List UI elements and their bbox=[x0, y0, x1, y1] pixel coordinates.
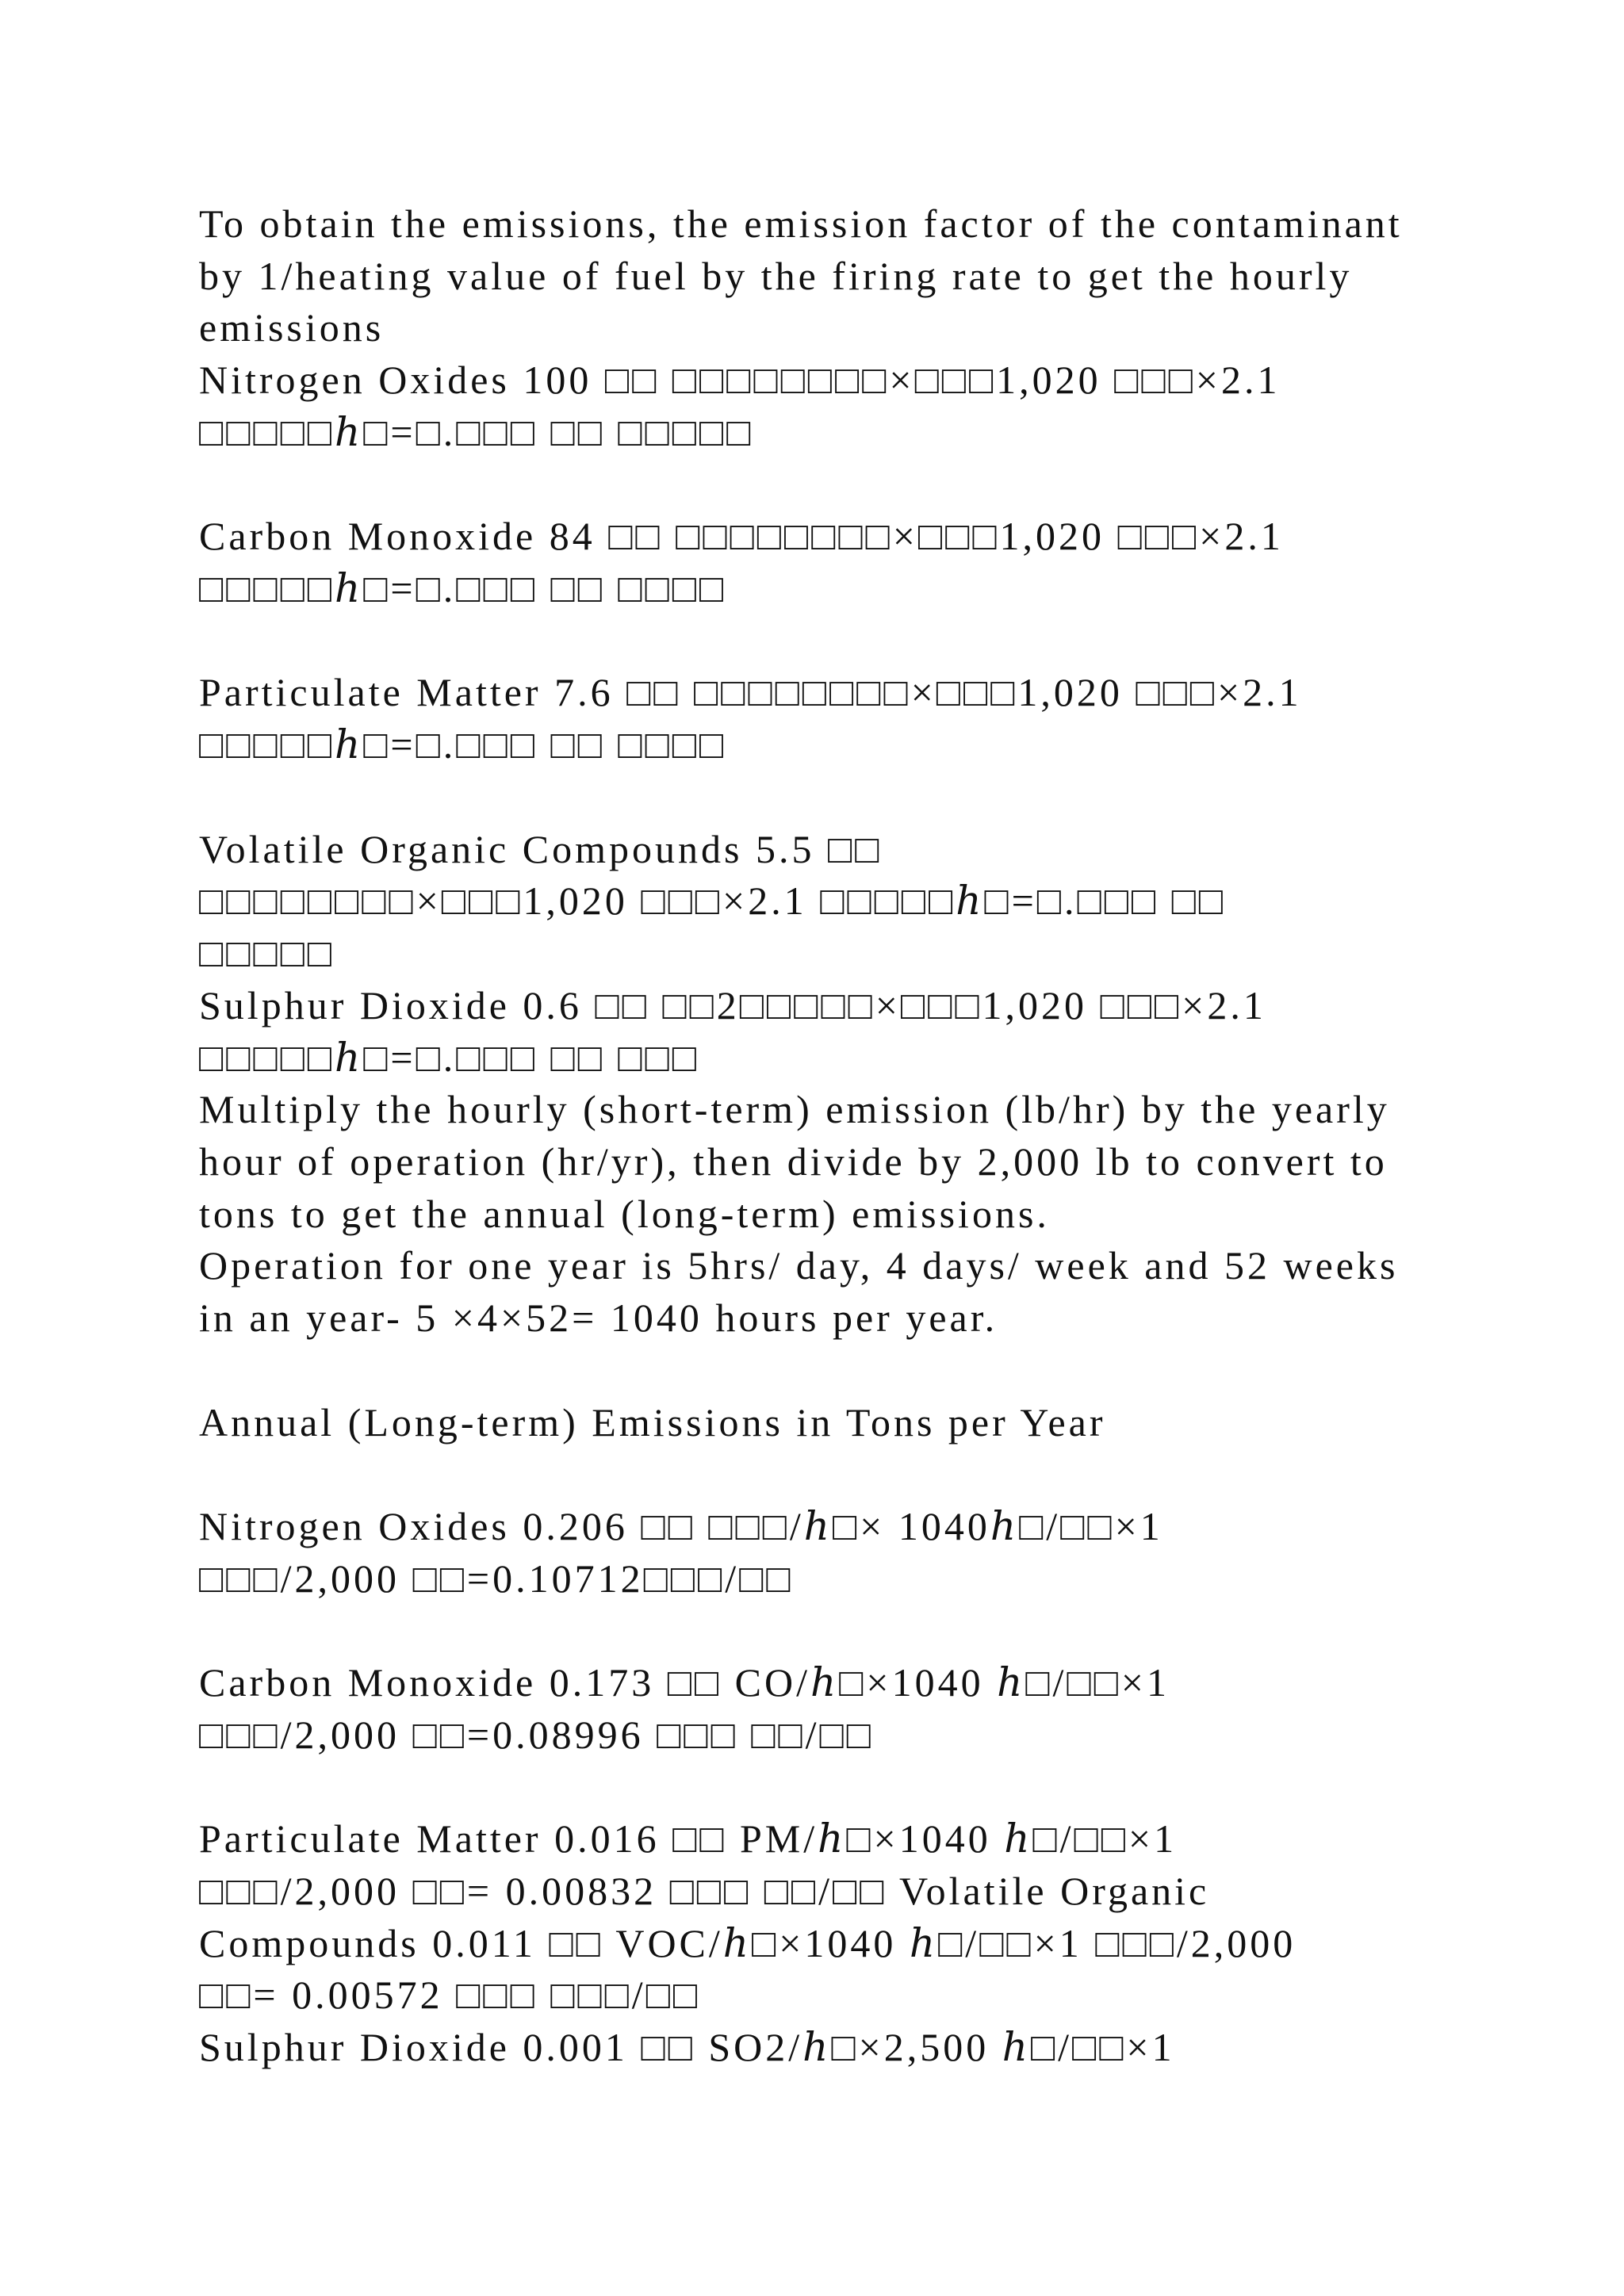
hourly-carbon-monoxide-calculation bbox=[199, 511, 1595, 614]
conversion-line-3: tons to get the annual (long-term) emissions. bbox=[199, 1191, 1050, 1236]
intro-line-2: by 1/heating value of fuel by the firing rate to get the hourly bbox=[199, 253, 1353, 298]
hourly-carbon-monoxide-line-2: □□□□□ℎ□=□.□□□ □□ □□□□ bbox=[199, 566, 727, 611]
hourly-voc-line-1: Volatile Organic Compounds 5.5 □□ bbox=[199, 826, 883, 871]
conversion-line-5: in an year- 5 ×4×52= 1040 hours per year. bbox=[199, 1295, 998, 1341]
conversion-paragraph bbox=[199, 1084, 1595, 1345]
annual-nitrogen-oxides-line-1: Nitrogen Oxides 0.206 □□ □□□/ℎ□× 1040ℎ□/□□×1 bbox=[199, 1503, 1163, 1548]
hourly-nitrogen-oxides-line-1: Nitrogen Oxides 100 □□ □□□□□□□□×□□□1,020 □□□×2.1 bbox=[199, 358, 1281, 403]
annual-emissions-heading: Annual (Long-term) Emissions in Tons per Year bbox=[199, 1399, 1106, 1445]
annual-voc-line-2: □□= 0.00572 □□□ □□□/□□ bbox=[199, 1973, 701, 2018]
hourly-particulate-matter-calculation bbox=[199, 667, 1595, 771]
document-page bbox=[199, 198, 1595, 2074]
annual-sulphur-dioxide-line-1: Sulphur Dioxide 0.001 □□ SO2/ℎ□×2,500 ℎ□/□□×1 bbox=[199, 2025, 1175, 2070]
annual-nitrogen-oxides-line-2: □□□/2,000 □□=0.10712□□□/□□ bbox=[199, 1556, 794, 1601]
annual-particulate-matter-line-1: Particulate Matter 0.016 □□ PM/ℎ□×1040 ℎ□/□□×1 bbox=[199, 1816, 1178, 1862]
hourly-sulphur-dioxide-line-2: □□□□□ℎ□=□.□□□ □□ □□□ bbox=[199, 1035, 699, 1080]
hourly-voc-calculation bbox=[199, 824, 1595, 980]
hourly-nitrogen-oxides-line-2: □□□□□ℎ□=□.□□□ □□ □□□□□ bbox=[199, 409, 754, 454]
hourly-voc-line-3: □□□□□ bbox=[199, 931, 335, 976]
hourly-sulphur-dioxide-calculation bbox=[199, 980, 1595, 1084]
hourly-particulate-matter-line-1: Particulate Matter 7.6 □□ □□□□□□□□×□□□1,020 □□□×2.1 bbox=[199, 670, 1302, 715]
hourly-sulphur-dioxide-line-1: Sulphur Dioxide 0.6 □□ □□2□□□□□×□□□1,020 □□□×2.1 bbox=[199, 982, 1266, 1027]
annual-sulphur-dioxide-calculation bbox=[199, 2022, 1595, 2074]
conversion-line-2: hour of operation (hr/yr), then divide by 2,000 lb to convert to bbox=[199, 1138, 1388, 1184]
hourly-particulate-matter-line-2: □□□□□ℎ□=□.□□□ □□ □□□□ bbox=[199, 722, 727, 767]
annual-particulate-matter-and-voc-calculation bbox=[199, 1813, 1595, 2022]
hourly-nitrogen-oxides-calculation bbox=[199, 354, 1595, 458]
annual-carbon-monoxide-line-2: □□□/2,000 □□=0.08996 □□□ □□/□□ bbox=[199, 1712, 874, 1757]
hourly-voc-line-2: □□□□□□□□×□□□1,020 □□□×2.1 □□□□□ℎ□=□.□□□ □□ bbox=[199, 878, 1227, 924]
annual-nitrogen-oxides-calculation bbox=[199, 1501, 1595, 1605]
annual-particulate-matter-line-2: □□□/2,000 □□= 0.00832 □□□ □□/□□ Volatile Organic bbox=[199, 1869, 1210, 1913]
conversion-line-4: Operation for one year is 5hrs/ day, 4 days/ week and 52 weeks bbox=[199, 1243, 1399, 1288]
annual-voc-line-1: Compounds 0.011 □□ VOC/ℎ□×1040 ℎ□/□□×1 □□□/2,000 bbox=[199, 1920, 1297, 1965]
annual-carbon-monoxide-calculation bbox=[199, 1657, 1595, 1761]
hourly-carbon-monoxide-line-1: Carbon Monoxide 84 □□ □□□□□□□□×□□□1,020 □□□×2.1 bbox=[199, 514, 1284, 559]
conversion-line-1: Multiply the hourly (short-term) emission (lb/hr) by the yearly bbox=[199, 1087, 1390, 1132]
annual-carbon-monoxide-line-1: Carbon Monoxide 0.173 □□ CO/ℎ□×1040 ℎ□/□□×1 bbox=[199, 1660, 1170, 1705]
intro-line-1: To obtain the emissions, the emission factor of the contaminant bbox=[199, 201, 1403, 246]
intro-line-3: emissions bbox=[199, 305, 385, 350]
intro-paragraph bbox=[199, 198, 1595, 354]
